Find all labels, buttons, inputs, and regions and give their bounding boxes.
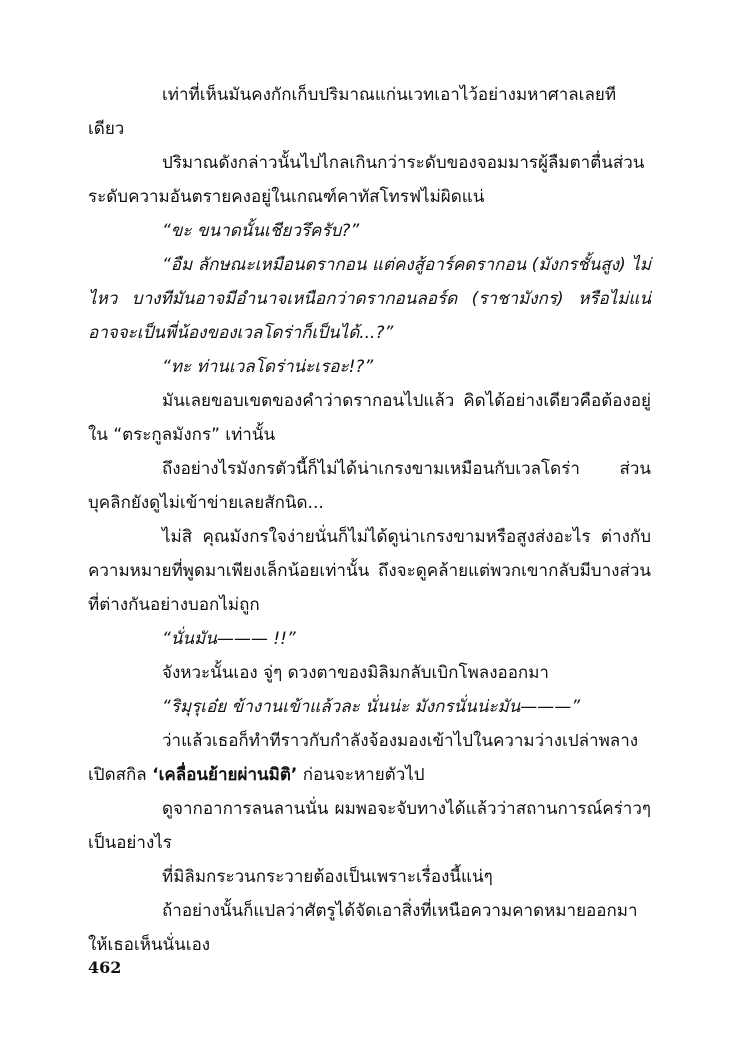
dialogue-line: “ขะ ขนาดนั้นเชียวรึครับ?” <box>162 221 360 241</box>
paragraph-with-skill <box>88 724 651 792</box>
paragraph: ถ้าอย่างนั้นก็แปลว่าศัตรูได้จัดเอาสิ่งที่เหนือความคาดหมายออกมาให้เธอเห็นนั่นเอง <box>88 901 638 955</box>
dialogue-line: “ทะ ท่านเวลโดร่าน่ะเรอะ!?” <box>162 357 374 377</box>
paragraph: ดูจากอาการลนลานนั่น ผมพอจะจับทางได้แล้วว่าสถานการณ์คร่าวๆ เป็นอย่างไร <box>88 799 651 853</box>
skill-name: ‘เคลื่อนย้ายผ่านมิติ’ <box>152 765 298 785</box>
paragraph-text-after: ก่อนจะหายตัวไป <box>297 765 425 785</box>
page-number: 462 <box>88 958 122 977</box>
paragraph: ปริมาณดังกล่าวนั้นไปไกลเกินกว่าระดับของจอมมารผู้ลืมตาตื่นส่วนระดับความอันตรายคงอยู่ในเกณฑ์คาทัสโทรฟไม่ผิดแน่ <box>88 153 645 207</box>
dialogue-line: “อืม ลักษณะเหมือนดรากอน แต่คงสู้อาร์คดรากอน (มังกรชั้นสูง) ไม่ไหว บางทีมันอาจมีอำนาจเหนือกว่าดรากอนลอร์ด (ราชามังกร) หรือไม่แน่อาจจะเป็นพี่น้องของเวลโดร่าก็เป็นได้...?” <box>88 255 651 343</box>
paragraph: ที่มิลิมกระวนกระวายต้องเป็นเพราะเรื่องนี้แน่ๆ <box>162 867 493 887</box>
paragraph: ไม่สิ คุณมังกรใจง่ายนั่นก็ไม่ได้ดูน่าเกรงขามหรือสูงส่งอะไร ต่างกับความหมายที่พูดมาเพียงเล็กน้อยเท่านั้น ถึงจะดูคล้ายแต่พวกเขากลับมีบางส่วนที่ต่างกันอย่างบอกไม่ถูก <box>88 527 651 615</box>
paragraph: ถึงอย่างไรมังกรตัวนี้ก็ไม่ได้น่าเกรงขามเหมือนกับเวลโดร่า ส่วนบุคลิกยังดูไม่เข้าข่ายเลยสักนิด... <box>88 459 651 513</box>
dialogue-line: “นั่นมัน——— !!” <box>162 629 296 649</box>
paragraph: มันเลยขอบเขตของคำว่าดรากอนไปแล้ว คิดได้อย่างเดียวคือต้องอยู่ใน “ตระกูลมังกร” เท่านั้น <box>88 391 651 445</box>
body-text <box>88 78 651 962</box>
paragraph: จังหวะนั้นเอง จู่ๆ ดวงตาของมิลิมกลับเบิกโพลงออกมา <box>162 663 549 683</box>
dialogue-line: “ริมุรุเอ๋ย ข้างานเข้าแล้วละ นั่นน่ะ มังกรนั่นน่ะมัน———” <box>162 697 581 717</box>
paragraph: เท่าที่เห็นมันคงกักเก็บปริมาณแก่นเวทเอาไว้อย่างมหาศาลเลยทีเดียว <box>88 85 617 139</box>
paragraph-text: ว่าแล้วเธอก็ทำทีราวกับกำลังจ้องมองเข้าไปในความว่างเปล่าพลางเปิดสกิล <box>88 731 639 785</box>
